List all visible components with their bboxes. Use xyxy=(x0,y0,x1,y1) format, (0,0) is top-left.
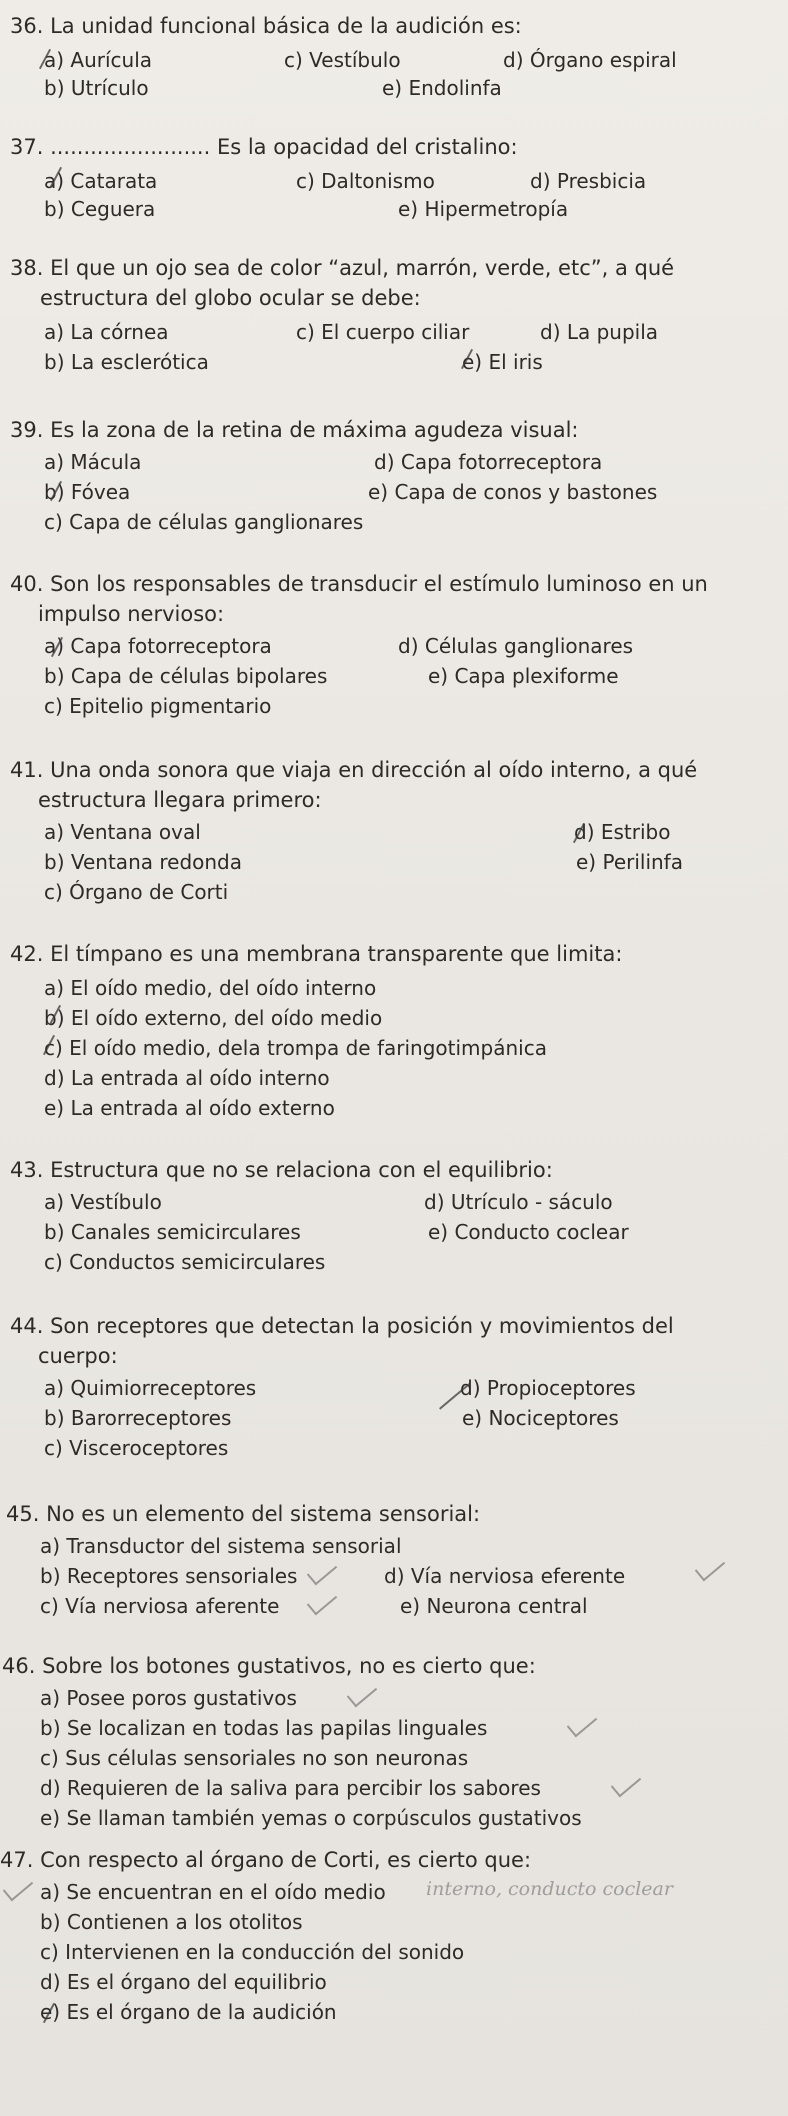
option-e: e) Neurona central xyxy=(400,1594,588,1618)
option-c: c) Vía nerviosa aferente xyxy=(40,1594,280,1618)
option-e: e) El iris xyxy=(462,350,543,374)
option-e: e) Conducto coclear xyxy=(428,1220,629,1244)
option-b: b) Contienen a los otolitos xyxy=(40,1910,303,1934)
option-c: c) Órgano de Corti xyxy=(44,880,229,904)
option-a: a) La córnea xyxy=(44,320,169,344)
option-a: a) Se encuentran en el oído medio xyxy=(40,1880,386,1904)
option-e: e) Perilinfa xyxy=(576,850,683,874)
option-d: d) Capa fotorreceptora xyxy=(374,450,603,474)
question-stem: 37. ........................ Es la opacidad del cristalino: xyxy=(10,135,518,159)
option-c: c) Conductos semicirculares xyxy=(44,1250,326,1274)
option-a: a) Catarata xyxy=(44,169,158,193)
option-c: c) Intervienen en la conducción del sonido xyxy=(40,1940,465,1964)
question-stem-cont: estructura del globo ocular se debe: xyxy=(40,286,421,310)
question-stem: 46. Sobre los botones gustativos, no es cierto que: xyxy=(2,1654,536,1678)
option-a: a) Quimiorreceptores xyxy=(44,1376,257,1400)
question-stem: 36. La unidad funcional básica de la audición es: xyxy=(10,14,522,38)
option-d: d) Células ganglionares xyxy=(398,634,634,658)
option-c: c) Sus células sensoriales no son neuronas xyxy=(40,1746,469,1770)
option-a: a) Transductor del sistema sensorial xyxy=(40,1534,402,1558)
option-b: b) La esclerótica xyxy=(44,350,209,374)
option-a: a) Ventana oval xyxy=(44,820,201,844)
option-d: d) Estribo xyxy=(574,820,671,844)
option-b: b) Ceguera xyxy=(44,197,156,221)
question-stem: 42. El tímpano es una membrana transparente que limita: xyxy=(10,942,623,966)
question-stem: 47. Con respecto al órgano de Corti, es cierto que: xyxy=(0,1848,532,1872)
option-c: c) Capa de células ganglionares xyxy=(44,510,364,534)
question-stem: 38. El que un ojo sea de color “azul, marrón, verde, etc”, a qué xyxy=(10,256,675,280)
option-a: a) Capa fotorreceptora xyxy=(44,634,272,658)
option-c: c) Epitelio pigmentario xyxy=(44,694,272,718)
option-e: e) Es el órgano de la audición xyxy=(40,2000,337,2024)
option-e: e) Endolinfa xyxy=(382,76,502,100)
question-stem: 39. Es la zona de la retina de máxima agudeza visual: xyxy=(10,418,579,442)
option-b: b) El oído externo, del oído medio xyxy=(44,1006,383,1030)
option-b: b) Barorreceptores xyxy=(44,1406,232,1430)
question-stem: 41. Una onda sonora que viaja en dirección al oído interno, a qué xyxy=(10,758,698,782)
question-stem-cont: cuerpo: xyxy=(38,1344,118,1368)
option-d: d) Vía nerviosa eferente xyxy=(384,1564,626,1588)
question-stem-cont: impulso nervioso: xyxy=(38,602,225,626)
option-d: d) Propioceptores xyxy=(460,1376,636,1400)
option-b: b) Canales semicirculares xyxy=(44,1220,301,1244)
option-b: b) Receptores sensoriales xyxy=(40,1564,298,1588)
handwritten-note: interno, conducto coclear xyxy=(426,1878,673,1900)
option-e: e) Hipermetropía xyxy=(398,197,569,221)
option-a: a) Vestíbulo xyxy=(44,1190,162,1214)
question-stem: 45. No es un elemento del sistema sensorial: xyxy=(6,1502,481,1526)
option-c: c) Vestíbulo xyxy=(284,48,401,72)
option-e: e) Capa de conos y bastones xyxy=(368,480,658,504)
option-b: b) Utrículo xyxy=(44,76,149,100)
question-stem: 44. Son receptores que detectan la posición y movimientos del xyxy=(10,1314,674,1338)
option-b: b) Ventana redonda xyxy=(44,850,242,874)
option-c: c) El cuerpo ciliar xyxy=(296,320,470,344)
option-b: b) Fóvea xyxy=(44,480,131,504)
option-d: d) Utrículo - sáculo xyxy=(424,1190,613,1214)
option-a: a) Aurícula xyxy=(44,48,153,72)
question-stem: 40. Son los responsables de transducir el estímulo luminoso en un xyxy=(10,572,708,596)
option-e: e) Nociceptores xyxy=(462,1406,619,1430)
option-c: c) Daltonismo xyxy=(296,169,435,193)
option-e: e) La entrada al oído externo xyxy=(44,1096,335,1120)
option-d: d) La pupila xyxy=(540,320,659,344)
option-c: c) El oído medio, dela trompa de faringotimpánica xyxy=(44,1036,547,1060)
option-e: e) Se llaman también yemas o corpúsculos gustativos xyxy=(40,1806,582,1830)
option-a: a) Posee poros gustativos xyxy=(40,1686,297,1710)
option-b: b) Capa de células bipolares xyxy=(44,664,328,688)
option-c: c) Visceroceptores xyxy=(44,1436,229,1460)
option-d: d) Es el órgano del equilibrio xyxy=(40,1970,327,1994)
option-a: a) Mácula xyxy=(44,450,142,474)
option-a: a) El oído medio, del oído interno xyxy=(44,976,377,1000)
option-d: d) Requieren de la saliva para percibir los sabores xyxy=(40,1776,541,1800)
option-d: d) La entrada al oído interno xyxy=(44,1066,330,1090)
option-b: b) Se localizan en todas las papilas linguales xyxy=(40,1716,488,1740)
option-e: e) Capa plexiforme xyxy=(428,664,619,688)
question-stem-cont: estructura llegara primero: xyxy=(38,788,322,812)
question-stem: 43. Estructura que no se relaciona con el equilibrio: xyxy=(10,1158,553,1182)
option-d: d) Órgano espiral xyxy=(503,48,677,72)
option-d: d) Presbicia xyxy=(530,169,647,193)
